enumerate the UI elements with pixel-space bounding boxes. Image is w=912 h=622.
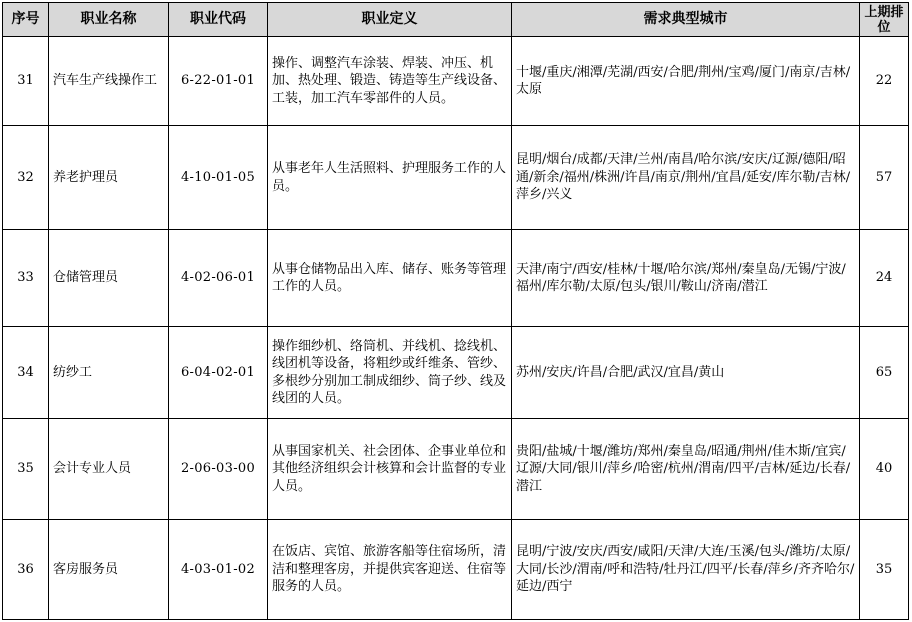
cell-cities: 十堰/重庆/湘潭/芜湖/西安/合肥/荆州/宝鸡/厦门/南京/吉林/太原 (512, 37, 860, 126)
cell-name: 客房服务员 (49, 520, 169, 620)
cell-code: 6-22-01-01 (169, 37, 268, 126)
cell-definition: 从事老年人生活照料、护理服务工作的人员。 (268, 126, 512, 230)
cell-cities: 苏州/安庆/许昌/合肥/武汉/宜昌/黄山 (512, 327, 860, 419)
cell-definition: 操作、调整汽车涂装、焊装、冲压、机加、热处理、锻造、铸造等生产线设备、工装，加工汽车零部件的人员。 (268, 37, 512, 126)
cell-no: 33 (3, 230, 49, 327)
table-row (3, 419, 909, 520)
header-code: 职业代码 (169, 3, 268, 37)
table-header (3, 3, 909, 37)
header-definition: 职业定义 (268, 3, 512, 37)
header-cities: 需求典型城市 (512, 3, 860, 37)
cell-code: 6-04-02-01 (169, 327, 268, 419)
cell-no: 32 (3, 126, 49, 230)
header-no: 序号 (3, 3, 49, 37)
cell-cities: 天津/南宁/西安/桂林/十堰/哈尔滨/郑州/秦皇岛/无锡/宁波/福州/库尔勒/太原/包头/银川/鞍山/济南/潜江 (512, 230, 860, 327)
cell-no: 35 (3, 419, 49, 520)
cell-definition: 操作细纱机、络筒机、并线机、捻线机、线团机等设备，将粗纱或纤维条、管纱、多根纱分别加工制成细纱、筒子纱、线及线团的人员。 (268, 327, 512, 419)
table-row (3, 37, 909, 126)
cell-cities: 昆明/烟台/成都/天津/兰州/南昌/哈尔滨/安庆/辽源/德阳/昭通/新余/福州/株洲/许昌/南京/荆州/宜昌/延安/库尔勒/吉林/萍乡/兴义 (512, 126, 860, 230)
cell-last-rank: 40 (860, 419, 909, 520)
cell-name: 养老护理员 (49, 126, 169, 230)
cell-definition: 从事国家机关、社会团体、企事业单位和其他经济组织会计核算和会计监督的专业人员。 (268, 419, 512, 520)
cell-cities: 昆明/宁波/安庆/西安/咸阳/天津/大连/玉溪/包头/潍坊/太原/大同/长沙/渭南/呼和浩特/牡丹江/四平/长春/萍乡/齐齐哈尔/延边/西宁 (512, 520, 860, 620)
table-row (3, 126, 909, 230)
cell-last-rank: 35 (860, 520, 909, 620)
cell-name: 仓储管理员 (49, 230, 169, 327)
cell-no: 36 (3, 520, 49, 620)
cell-code: 4-03-01-02 (169, 520, 268, 620)
cell-cities: 贵阳/盐城/十堰/潍坊/郑州/秦皇岛/昭通/荆州/佳木斯/宜宾/辽源/大同/银川/萍乡/哈密/杭州/渭南/四平/吉林/延边/长春/潜江 (512, 419, 860, 520)
cell-code: 4-10-01-05 (169, 126, 268, 230)
table-body (3, 37, 909, 620)
cell-name: 纺纱工 (49, 327, 169, 419)
occupation-demand-table (2, 2, 909, 620)
table-row (3, 520, 909, 620)
header-row (3, 3, 909, 37)
cell-definition: 在饭店、宾馆、旅游客船等住宿场所，清洁和整理客房，并提供宾客迎送、住宿等服务的人员。 (268, 520, 512, 620)
cell-last-rank: 65 (860, 327, 909, 419)
header-name: 职业名称 (49, 3, 169, 37)
cell-name: 汽车生产线操作工 (49, 37, 169, 126)
cell-last-rank: 22 (860, 37, 909, 126)
cell-code: 2-06-03-00 (169, 419, 268, 520)
cell-code: 4-02-06-01 (169, 230, 268, 327)
cell-last-rank: 24 (860, 230, 909, 327)
cell-name: 会计专业人员 (49, 419, 169, 520)
table-row (3, 327, 909, 419)
cell-last-rank: 57 (860, 126, 909, 230)
cell-no: 34 (3, 327, 49, 419)
table-row (3, 230, 909, 327)
cell-definition: 从事仓储物品出入库、储存、账务等管理工作的人员。 (268, 230, 512, 327)
header-last-rank: 上期排位 (860, 3, 909, 37)
cell-no: 31 (3, 37, 49, 126)
